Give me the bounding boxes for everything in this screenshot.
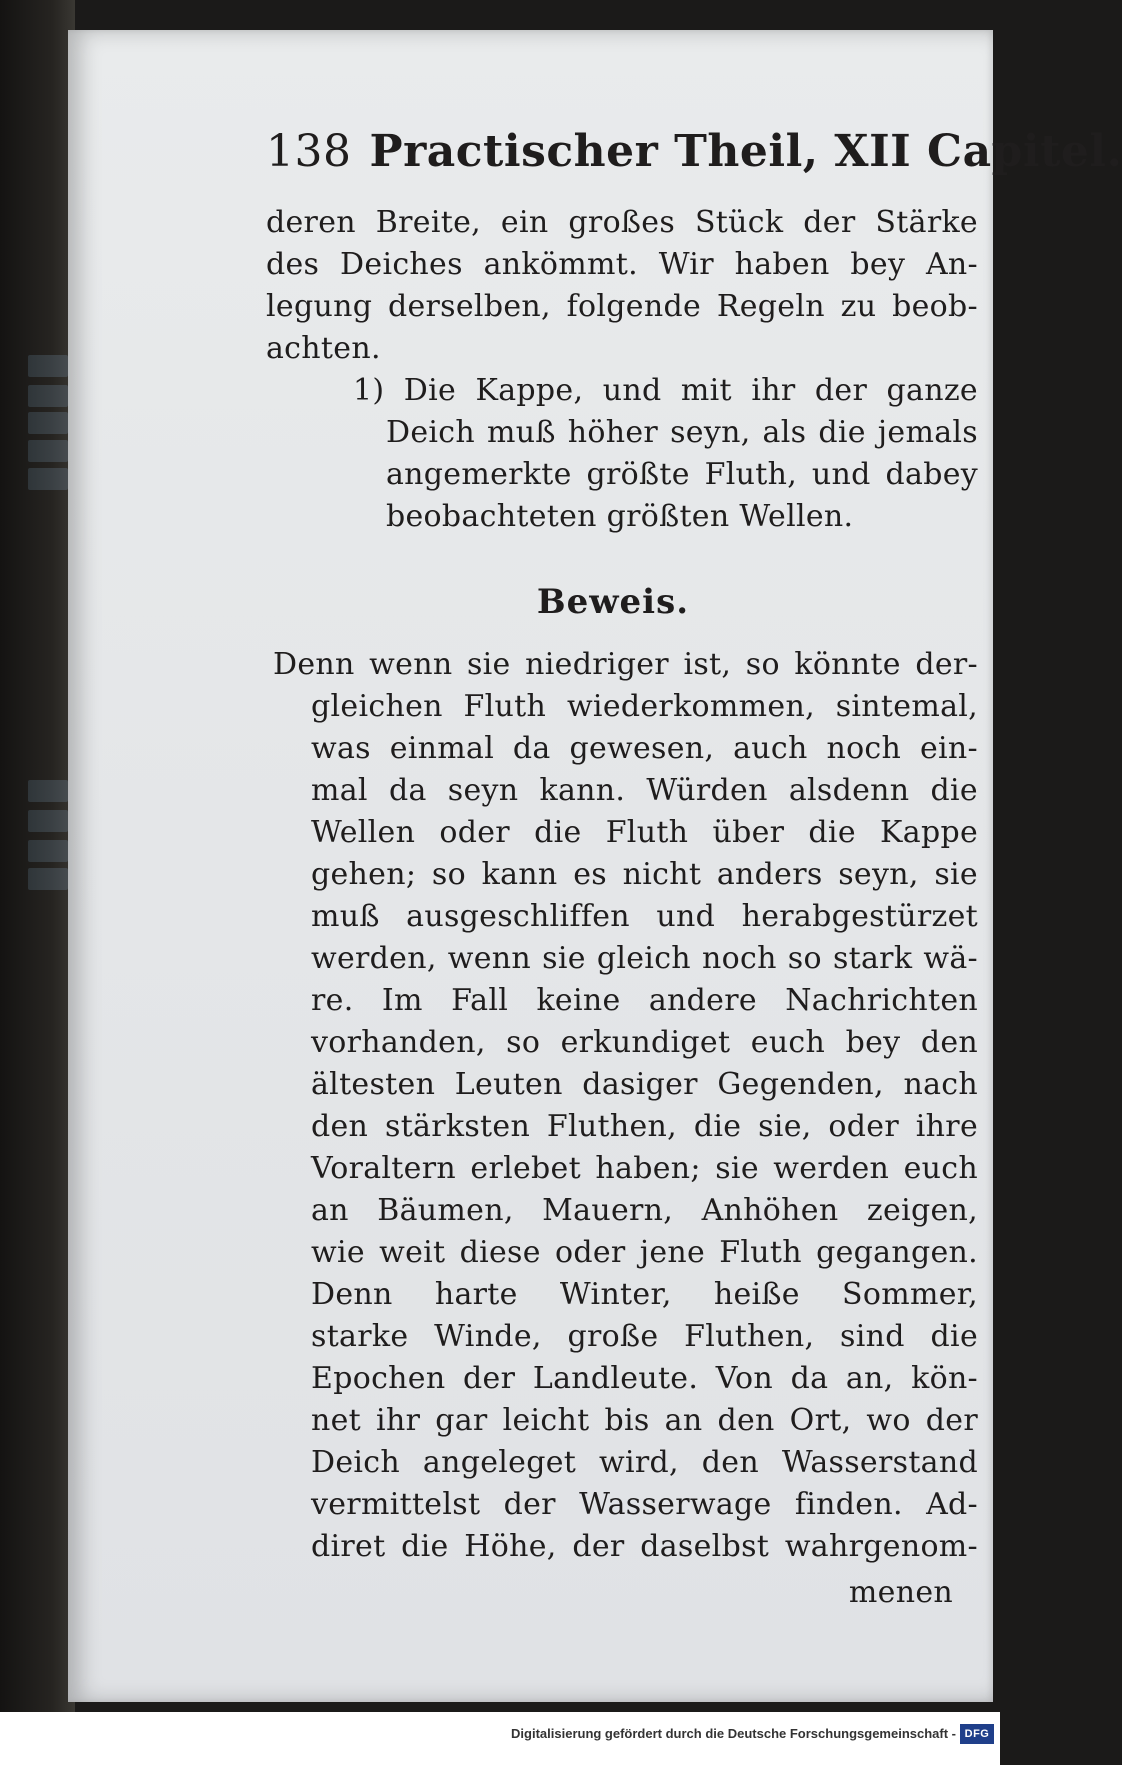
bleed-through-mark bbox=[28, 810, 68, 832]
rule-line: 1) Die Kappe, und mit ihr der ganze bbox=[353, 373, 978, 408]
proof-line: den stärksten Fluthen, die sie, oder ihre bbox=[311, 1109, 978, 1144]
rule-line: Deich muß höher seyn, als die jemals bbox=[386, 415, 978, 450]
dfg-logo-icon: DFG bbox=[960, 1724, 994, 1744]
bleed-through-mark bbox=[28, 385, 68, 407]
proof-line: werden, wenn sie gleich noch so stark wä- bbox=[311, 941, 978, 976]
text-line: deren Breite, ein großes Stück der Stärke bbox=[266, 205, 978, 240]
rule-line: angemerkte größte Fluth, und dabey bbox=[386, 457, 978, 492]
bleed-through-mark bbox=[28, 868, 68, 890]
bleed-through-mark bbox=[28, 440, 68, 462]
proof-line: Denn wenn sie niedriger ist, so könnte der- bbox=[273, 647, 978, 682]
page-text bbox=[68, 30, 1122, 1702]
funding-credit: Digitalisierung gefördert durch die Deutsche Forschungsgemeinschaft - bbox=[511, 1726, 956, 1741]
proof-line: Wellen oder die Fluth über die Kappe bbox=[311, 815, 978, 850]
text-line: legung derselben, folgende Regeln zu beob- bbox=[266, 289, 978, 324]
proof-line: was einmal da gewesen, auch noch ein- bbox=[311, 731, 978, 766]
page-number: 138 bbox=[266, 126, 352, 177]
proof-line: gehen; so kann es nicht anders seyn, sie bbox=[311, 857, 978, 892]
proof-line: Denn harte Winter, heiße Sommer, bbox=[311, 1277, 978, 1312]
proof-line: Deich angeleget wird, den Wasserstand bbox=[311, 1445, 978, 1480]
book-page bbox=[68, 30, 1122, 1702]
proof-line: starke Winde, große Fluthen, sind die bbox=[311, 1319, 978, 1354]
running-header bbox=[266, 122, 1122, 182]
proof-line: wie weit diese oder jene Fluth gegangen. bbox=[311, 1235, 978, 1270]
bleed-through-mark bbox=[28, 468, 68, 490]
proof-line: ältesten Leuten dasiger Gegenden, nach bbox=[311, 1067, 978, 1102]
bleed-through-mark bbox=[28, 780, 68, 802]
running-title: Practischer Theil, XII Capitel. bbox=[369, 126, 1122, 177]
rule-line: beobachteten größten Wellen. bbox=[386, 499, 854, 534]
proof-line: net ihr gar leicht bis an den Ort, wo der bbox=[311, 1403, 978, 1438]
proof-line: vermittelst der Wasserwage finden. Ad- bbox=[311, 1487, 978, 1522]
text-line: achten. bbox=[266, 331, 381, 366]
proof-line: vorhanden, so erkundiget euch bey den bbox=[311, 1025, 978, 1060]
proof-line: gleichen Fluth wiederkommen, sintemal, bbox=[311, 689, 978, 724]
proof-line: Epochen der Landleute. Von da an, kön- bbox=[311, 1361, 978, 1396]
proof-line: muß ausgeschliffen und herabgestürzet bbox=[311, 899, 978, 934]
proof-line: diret die Höhe, der daselbst wahrgenom- bbox=[311, 1529, 978, 1564]
proof-line: Voraltern erlebet haben; sie werden euch bbox=[311, 1151, 978, 1186]
proof-line: an Bäumen, Mauern, Anhöhen zeigen, bbox=[311, 1193, 978, 1228]
bleed-through-mark bbox=[28, 412, 68, 434]
proof-line: mal da seyn kann. Würden alsdenn die bbox=[311, 773, 978, 808]
section-heading: Beweis. bbox=[536, 582, 690, 622]
catchword: menen bbox=[848, 1575, 953, 1610]
bleed-through-mark bbox=[28, 840, 68, 862]
proof-line: re. Im Fall keine andere Nachrichten bbox=[311, 983, 978, 1018]
digitization-footer bbox=[0, 1712, 1000, 1765]
text-line: des Deiches ankömmt. Wir haben bey An- bbox=[266, 247, 978, 282]
bleed-through-mark bbox=[28, 355, 68, 377]
